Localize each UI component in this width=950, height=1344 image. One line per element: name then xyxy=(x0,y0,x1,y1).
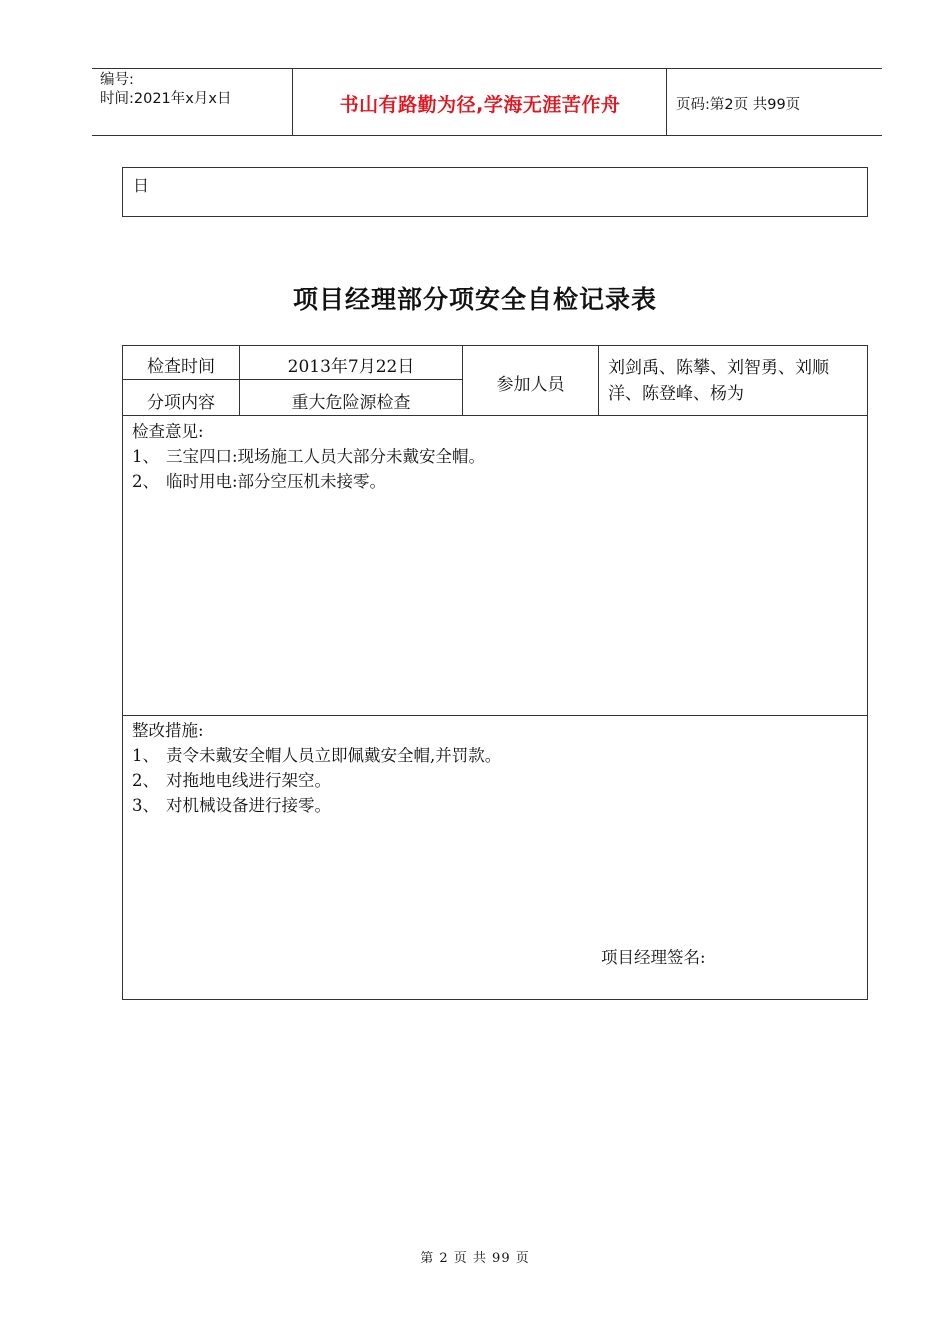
list-item xyxy=(132,793,501,818)
list-number: 3、 xyxy=(132,796,159,815)
header-page-label: 页码:第2页 共99页 xyxy=(676,97,801,113)
list-number: 2、 xyxy=(132,472,159,491)
table-rule xyxy=(123,715,867,716)
doc-time-label: 时间:2021年x月x日 xyxy=(100,91,232,107)
form-title: 项目经理部分项安全自检记录表 xyxy=(292,285,657,314)
opinions-heading: 检查意见: xyxy=(132,422,204,441)
header-motto: 书山有路勤为径,学海无涯苦作舟 xyxy=(339,94,621,116)
list-text: 三宝四口:现场施工人员大部分未戴安全帽。 xyxy=(166,447,486,466)
item-value: 重大危险源检查 xyxy=(291,393,411,413)
header-divider xyxy=(292,68,293,136)
list-item xyxy=(132,743,501,768)
measures-section xyxy=(132,718,501,818)
list-number: 1、 xyxy=(132,447,159,466)
list-item xyxy=(132,444,485,469)
list-text: 责令未戴安全帽人员立即佩戴安全帽,并罚款。 xyxy=(166,746,502,765)
table-rule xyxy=(123,415,867,416)
previous-cell-text: 日 xyxy=(133,176,150,195)
header-meta xyxy=(100,71,231,109)
participants-value xyxy=(608,355,863,407)
header-top-rule xyxy=(92,68,882,69)
header-divider xyxy=(666,68,667,136)
check-time-label: 检查时间 xyxy=(147,357,215,377)
signature-label: 项目经理签名: xyxy=(601,948,706,967)
list-text: 对拖地电线进行架空。 xyxy=(166,771,331,790)
doc-number-label: 编号: xyxy=(100,72,134,88)
page-footer: 第 2 页 共 99 页 xyxy=(420,1251,530,1266)
participants-line: 刘剑禹、陈攀、刘智勇、刘顺 xyxy=(608,358,829,378)
list-number: 1、 xyxy=(132,746,159,765)
table-rule xyxy=(123,379,462,380)
check-time-value: 2013年7月22日 xyxy=(287,357,415,377)
list-item xyxy=(132,768,501,793)
previous-table-cell xyxy=(122,167,868,217)
list-number: 2、 xyxy=(132,771,159,790)
table-rule xyxy=(598,346,599,415)
participants-line: 洋、陈登峰、杨为 xyxy=(608,384,744,404)
page-header xyxy=(92,68,882,136)
list-text: 对机械设备进行接零。 xyxy=(166,796,331,815)
opinions-section xyxy=(132,419,485,494)
list-item xyxy=(132,469,485,494)
item-label: 分项内容 xyxy=(147,393,215,413)
participants-label: 参加人员 xyxy=(496,375,565,395)
inspection-record-table xyxy=(122,345,868,1000)
measures-heading: 整改措施: xyxy=(132,721,204,740)
list-text: 临时用电:部分空压机未接零。 xyxy=(166,472,387,491)
header-bottom-rule xyxy=(92,135,882,136)
